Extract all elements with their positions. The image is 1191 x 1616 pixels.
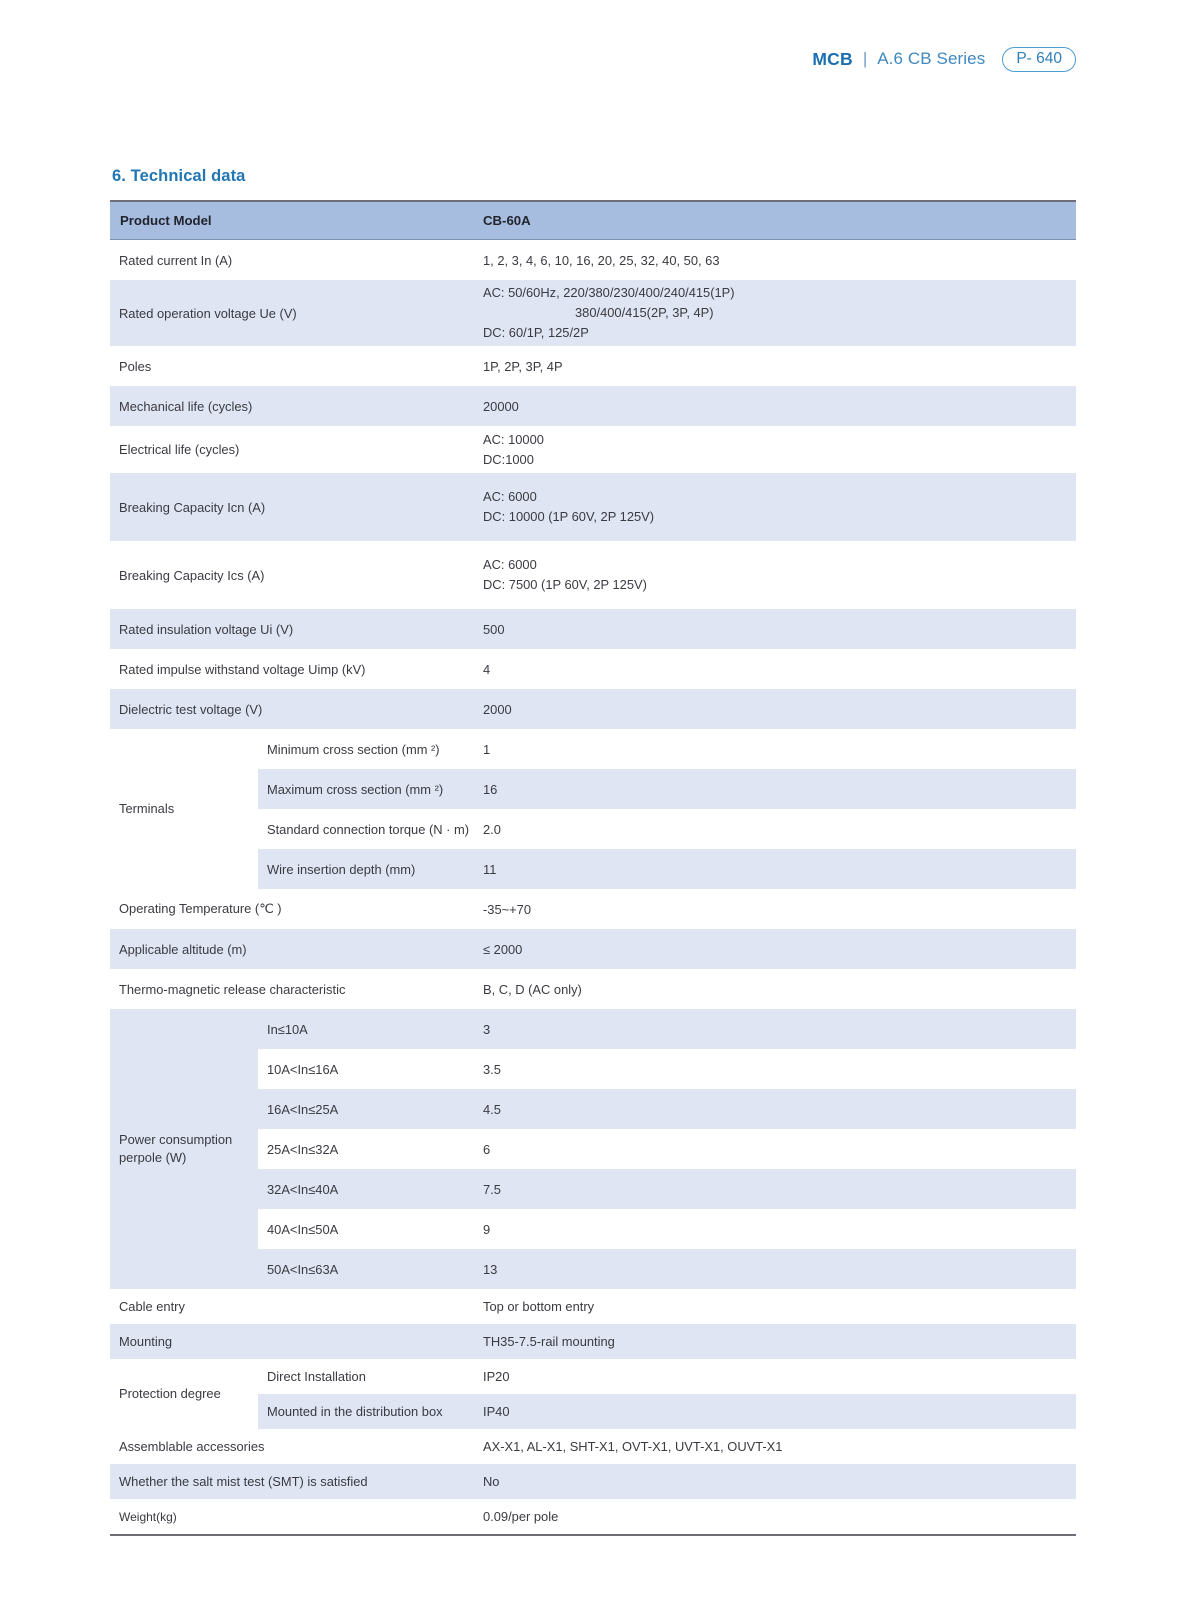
- sub-value-maximum-cross-section: 16: [474, 769, 1076, 809]
- table-row: [110, 280, 1076, 346]
- power-label-line2: perpole (W): [119, 1150, 187, 1165]
- table-row: [110, 346, 1076, 386]
- ics-ac: AC: 6000: [483, 557, 537, 572]
- sub-value-direct-installation: IP20: [474, 1359, 1076, 1394]
- sub-label-maximum-cross-section: Maximum cross section (mm ²): [258, 769, 474, 809]
- table-row: [110, 240, 1076, 281]
- table-row: [110, 541, 1076, 609]
- column-header-model-value: CB-60A: [474, 202, 1076, 240]
- table-row: [110, 426, 1076, 473]
- row-value-operating-temperature: -35~+70: [474, 889, 1076, 929]
- table-row: [110, 1464, 1076, 1499]
- row-value-rated-impulse-withstand-voltage: 4: [474, 649, 1076, 689]
- sub-value-mounted-distribution-box: IP40: [474, 1394, 1076, 1429]
- voltage-line-dc: DC: 60/1P, 125/2P: [483, 325, 589, 340]
- table-row: [110, 729, 1076, 769]
- technical-data-table-wrapper: [110, 200, 1076, 1536]
- icn-ac: AC: 6000: [483, 489, 537, 504]
- row-label-breaking-capacity-ics: Breaking Capacity Ics (A): [110, 541, 474, 609]
- table-row: [110, 1359, 1076, 1394]
- sub-label-mounted-distribution-box: Mounted in the distribution box: [258, 1394, 474, 1429]
- sub-value-standard-connection-torque: 2.0: [474, 809, 1076, 849]
- row-value-rated-insulation-voltage: 500: [474, 609, 1076, 649]
- table-row: [110, 1324, 1076, 1359]
- row-label-rated-current: Rated current In (A): [110, 240, 474, 281]
- sub-label-16a-25a: 16A<In≤25A: [258, 1089, 474, 1129]
- row-value-dielectric-test-voltage: 2000: [474, 689, 1076, 729]
- sub-label-in-le-10a: In≤10A: [258, 1009, 474, 1049]
- row-label-operating-temperature: Operating Temperature (℃ ): [110, 889, 474, 929]
- power-label-line1: Power consumption: [119, 1131, 233, 1147]
- row-value-rated-current: 1, 2, 3, 4, 6, 10, 16, 20, 25, 32, 40, 50, 63: [474, 240, 1076, 281]
- row-value-salt-mist-test: No: [474, 1464, 1076, 1499]
- table-row: [110, 609, 1076, 649]
- sub-value-10a-16a: 3.5: [474, 1049, 1076, 1089]
- sub-value-minimum-cross-section: 1: [474, 729, 1076, 769]
- header-brand: MCB: [812, 48, 853, 69]
- page-title: 6. Technical data: [112, 167, 246, 185]
- row-value-applicable-altitude: ≤ 2000: [474, 929, 1076, 969]
- sub-value-32a-40a: 7.5: [474, 1169, 1076, 1209]
- row-value-breaking-capacity-ics: [474, 541, 1076, 609]
- table-row: [110, 889, 1076, 929]
- header-series: A.6 CB Series: [877, 49, 986, 69]
- row-value-rated-operation-voltage: [474, 280, 1076, 346]
- row-value-electrical-life: [474, 426, 1076, 473]
- table-row: [110, 1499, 1076, 1534]
- row-value-cable-entry: Top or bottom entry: [474, 1289, 1076, 1324]
- table-row: [110, 689, 1076, 729]
- row-label-rated-insulation-voltage: Rated insulation voltage Ui (V): [110, 609, 474, 649]
- row-label-electrical-life: Electrical life (cycles): [110, 426, 474, 473]
- row-value-weight: 0.09/per pole: [474, 1499, 1076, 1534]
- sub-label-wire-insertion-depth: Wire insertion depth (mm): [258, 849, 474, 889]
- row-label-dielectric-test-voltage: Dielectric test voltage (V): [110, 689, 474, 729]
- row-label-mechanical-life: Mechanical life (cycles): [110, 386, 474, 426]
- table-row: [110, 473, 1076, 541]
- electrical-life-dc: DC:1000: [483, 451, 534, 467]
- row-label-assemblable-accessories: Assemblable accessories: [110, 1429, 474, 1464]
- voltage-line-ac-cont: 380/400/415(2P, 3P, 4P): [575, 305, 714, 320]
- row-value-breaking-capacity-icn: [474, 473, 1076, 541]
- sub-label-40a-50a: 40A<In≤50A: [258, 1209, 474, 1249]
- technical-data-table: [110, 202, 1076, 1534]
- table-row: [110, 649, 1076, 689]
- row-label-rated-operation-voltage: Rated operation voltage Ue (V): [110, 280, 474, 346]
- sub-label-minimum-cross-section: Minimum cross section (mm ²): [258, 729, 474, 769]
- table-row: [110, 386, 1076, 426]
- row-label-applicable-altitude: Applicable altitude (m): [110, 929, 474, 969]
- sub-label-standard-connection-torque: Standard connection torque (N · m): [258, 809, 474, 849]
- group-label-terminals: Terminals: [110, 729, 258, 889]
- electrical-life-ac: AC: 10000: [483, 431, 544, 447]
- sub-label-10a-16a: 10A<In≤16A: [258, 1049, 474, 1089]
- row-value-mechanical-life: 20000: [474, 386, 1076, 426]
- sub-value-40a-50a: 9: [474, 1209, 1076, 1249]
- row-label-cable-entry: Cable entry: [110, 1289, 474, 1324]
- table-header-row: [110, 202, 1076, 240]
- row-label-rated-impulse-withstand-voltage: Rated impulse withstand voltage Uimp (kV): [110, 649, 474, 689]
- sub-value-25a-32a: 6: [474, 1129, 1076, 1169]
- sub-value-50a-63a: 13: [474, 1249, 1076, 1289]
- table-row: [110, 1429, 1076, 1464]
- ics-dc: DC: 7500 (1P 60V, 2P 125V): [483, 577, 647, 592]
- sub-label-direct-installation: Direct Installation: [258, 1359, 474, 1394]
- column-header-product-model: Product Model: [110, 202, 474, 240]
- header-separator: |: [862, 49, 868, 69]
- page-number-badge: P- 640: [1002, 47, 1076, 72]
- sub-label-50a-63a: 50A<In≤63A: [258, 1249, 474, 1289]
- icn-dc: DC: 10000 (1P 60V, 2P 125V): [483, 509, 655, 524]
- table-row: [110, 1009, 1076, 1049]
- table-row: [110, 929, 1076, 969]
- row-value-thermo-magnetic-release: B, C, D (AC only): [474, 969, 1076, 1009]
- row-value-poles: 1P, 2P, 3P, 4P: [474, 346, 1076, 386]
- row-value-mounting: TH35-7.5-rail mounting: [474, 1324, 1076, 1359]
- sub-value-16a-25a: 4.5: [474, 1089, 1076, 1129]
- row-label-salt-mist-test: Whether the salt mist test (SMT) is satisfied: [110, 1464, 474, 1499]
- table-row: [110, 969, 1076, 1009]
- row-value-assemblable-accessories: AX-X1, AL-X1, SHT-X1, OVT-X1, UVT-X1, OUVT-X1: [474, 1429, 1076, 1464]
- row-label-breaking-capacity-icn: Breaking Capacity Icn (A): [110, 473, 474, 541]
- table-row: [110, 1289, 1076, 1324]
- row-label-thermo-magnetic-release: Thermo-magnetic release characteristic: [110, 969, 474, 1009]
- voltage-line-ac: AC: 50/60Hz, 220/380/230/400/240/415(1P): [483, 285, 735, 300]
- sub-label-25a-32a: 25A<In≤32A: [258, 1129, 474, 1169]
- group-label-power-consumption: [110, 1009, 258, 1289]
- sub-value-in-le-10a: 3: [474, 1009, 1076, 1049]
- page-header: [812, 47, 1076, 72]
- row-label-poles: Poles: [110, 346, 474, 386]
- sub-label-32a-40a: 32A<In≤40A: [258, 1169, 474, 1209]
- row-label-weight: Weight(kg): [110, 1499, 474, 1534]
- row-label-mounting: Mounting: [110, 1324, 474, 1359]
- sub-value-wire-insertion-depth: 11: [474, 849, 1076, 889]
- group-label-protection-degree: Protection degree: [110, 1359, 258, 1429]
